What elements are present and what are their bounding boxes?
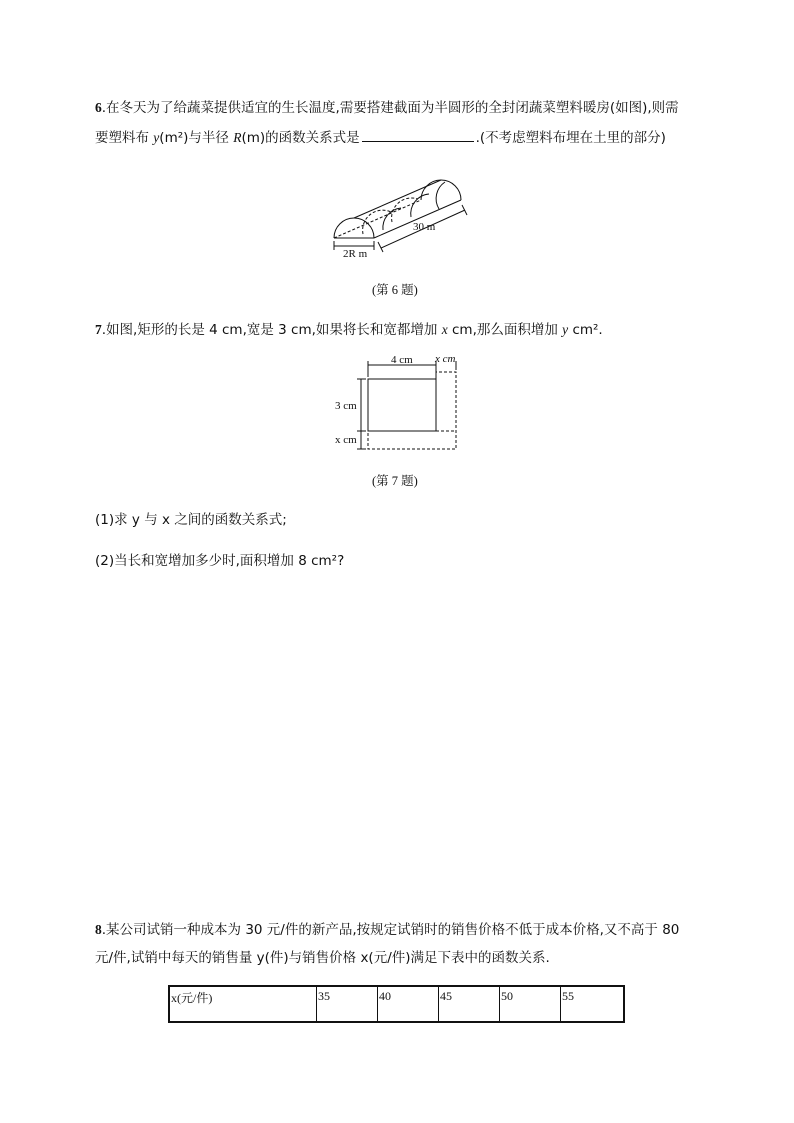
q6-text-line1: .在冬天为了给蔬菜提供适宜的生长温度,需要搭建截面为半圆形的全封闭蔬菜塑料暖房(如图),则需 — [101, 100, 679, 116]
q7-top-right-label: x cm — [435, 353, 456, 365]
section-arch-1 — [383, 208, 401, 230]
table-cell: 45 — [439, 986, 500, 1022]
table-row — [169, 986, 624, 1022]
q6-answer-blank[interactable] — [362, 127, 474, 142]
q7-left-label: 3 cm — [335, 400, 357, 412]
q7-number: 7 — [95, 322, 102, 337]
q7-text-b: cm,那么面积增加 — [447, 322, 563, 338]
table-cell: 55 — [561, 986, 625, 1022]
q6-text-2b: .(不考虑塑料布埋在土里的部分) — [475, 130, 666, 146]
q7-var-x: x — [441, 322, 448, 337]
q6-line1 — [95, 96, 705, 120]
q8-line2: 元/件,试销中每天的销售量 y(件)与销售价格 x(元/件)满足下表中的函数关系. — [95, 950, 550, 966]
inner-arch-2 — [392, 198, 418, 222]
table-header-cell: x(元/件) — [169, 986, 317, 1022]
section-arch-3 — [436, 182, 445, 209]
q6-greenhouse-figure — [325, 168, 475, 260]
q6-caption: (第 6 题) — [372, 283, 418, 297]
q7-rectangle-figure — [333, 352, 465, 452]
q7-text-a: .如图,矩形的长是 4 cm,宽是 3 cm,如果将长和宽都增加 — [101, 322, 442, 338]
top-ridge — [354, 180, 441, 218]
q8-line1 — [95, 918, 705, 942]
table-cell: 40 — [378, 986, 439, 1022]
q8-number: 8 — [95, 922, 102, 937]
q6-var-R: R — [233, 130, 242, 145]
q7-line1 — [95, 318, 705, 342]
table-cell: 50 — [500, 986, 561, 1022]
q7-sub1: (1)求 y 与 x 之间的函数关系式; — [95, 512, 287, 528]
length-tick-2 — [462, 205, 467, 215]
q6-unit-y: (m²)与半径 — [159, 130, 234, 146]
q7-top-label: 4 cm — [391, 354, 413, 366]
q6-unit-R: (m)的函数关系式是 — [241, 130, 360, 146]
q7-left-bottom-label: x cm — [335, 434, 357, 446]
q6-var-y: y — [153, 130, 160, 145]
q7-sub2: (2)当长和宽增加多少时,面积增加 8 cm²? — [95, 553, 345, 569]
q6-line2 — [95, 126, 705, 150]
q7-caption: (第 7 题) — [372, 474, 418, 488]
q7-var-y: y — [562, 322, 569, 337]
q6-width-label: 2R m — [343, 248, 368, 260]
q6-number: 6 — [95, 100, 102, 115]
q8-price-table — [168, 985, 625, 1023]
extended-rectangle — [368, 372, 456, 449]
section-arch-2 — [411, 194, 429, 217]
q6-length-label: 30 m — [413, 221, 436, 233]
original-rectangle — [368, 379, 436, 431]
q6-text-2a: 要塑料布 — [95, 130, 154, 146]
table-cell: 35 — [317, 986, 378, 1022]
q8-text-line1: .某公司试销一种成本为 30 元/件的新产品,按规定试销时的销售价格不低于成本价格,又不高于 80 — [101, 922, 680, 938]
back-arch — [421, 180, 461, 200]
q7-text-c: cm². — [568, 322, 603, 338]
